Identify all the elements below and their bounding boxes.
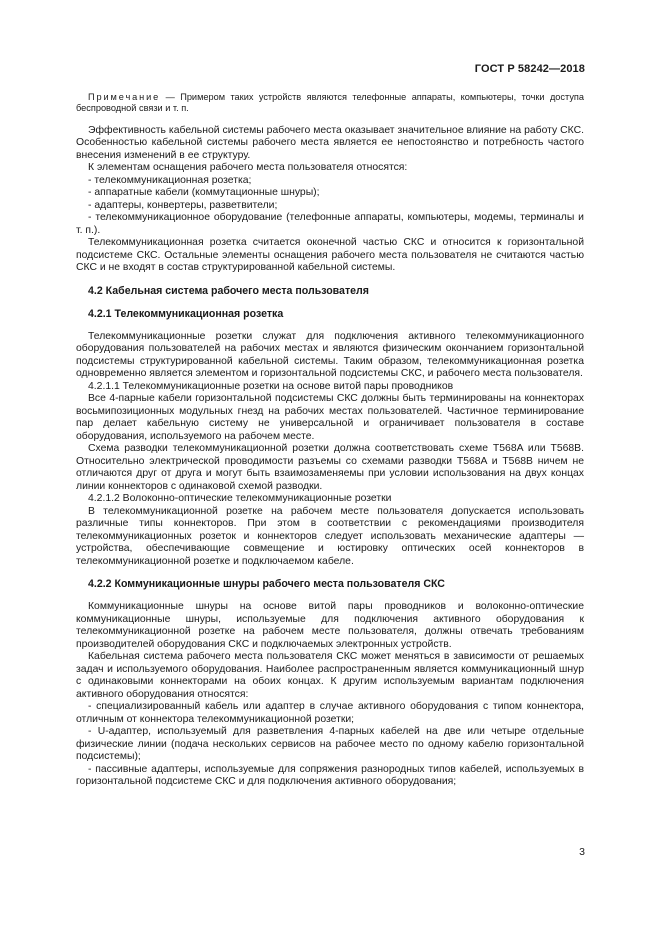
list-item: - аппаратные кабели (коммутационные шнуры);: [88, 187, 320, 199]
list-item: - адаптеры, конвертеры, разветвители;: [88, 199, 278, 211]
subsection-heading: 4.2.1 Телекоммуникационная розетка: [88, 307, 284, 320]
standard-header: ГОСТ Р 58242—2018: [474, 63, 585, 75]
subsection-heading: 4.2.2 Коммуникационные шнуры рабочего места пользователя СКС: [88, 578, 445, 591]
list-item: - телекоммуникационная розетка;: [88, 174, 252, 186]
list-item: - специализированный кабель или адаптер в случае активного оборудования с типом коннектора, отличным от коннектора телекоммуникационной розетки;: [76, 701, 584, 725]
note-label: Примечание: [88, 92, 161, 102]
note-text: — Примером таких устройств являются телефонные аппараты, компьютеры, точки доступа беспроводной связи и т. п.: [76, 92, 584, 114]
paragraph: В телекоммуникационной розетке на рабочем месте пользователя допускается использовать различные типы коннекторов. При этом в соответствии с рекомендациями производителя телекоммуникационных розеток и коннекторов следует использовать механические адаптеры — устройства, обеспечивающие совмещение и юстировку оптических осей коннекторов в телекоммуникационной розетке и подключаемом кабеле.: [76, 505, 584, 567]
page-content: [76, 92, 584, 789]
list-item: - телекоммуникационное оборудование (телефонные аппараты, компьютеры, модемы, терминалы и т. п.).: [76, 212, 584, 236]
note: [76, 92, 584, 115]
paragraph: Кабельная система рабочего места пользователя СКС может меняться в зависимости от решаемых задач и используемого оборудования. Наиболее распространенным является коммуникационный шнур с одинаковыми коннекторами на обоих концах. К другим используемым вариантам подключения активного оборудования относятся:: [76, 651, 584, 700]
paragraph: Телекоммуникационные розетки служат для подключения активного телекоммуникационного оборудования пользователей на рабочих местах и являются физическим окончанием горизонтальной подсистемы структурированной кабельной системы. Таким образом, телекоммуникационная розетка одновременно является элементом и горизонтальной подсистемы СКС, и рабочего места пользователя.: [76, 330, 584, 380]
list-item: - пассивные адаптеры, используемые для сопряжения разнородных типов кабелей, используемых в горизонтальной подсистеме СКС и для подключения активного оборудования;: [76, 763, 584, 788]
paragraph: Телекоммуникационная розетка считается оконечной частью СКС и относится к горизонтальной подсистеме СКС. Остальные элементы оснащения рабочего места пользователя не считаются частью СКС и не входят в состав структурированной кабельной системы.: [76, 237, 584, 274]
subsubsection-heading: 4.2.1.2 Волоконно-оптические телекоммуникационные розетки: [88, 493, 392, 505]
paragraph: Схема разводки телекоммуникационной розетки должна соответствовать схеме T568A или T568B. Относительно электрической проводимости разъемы со схемами разводки T568A и T568B ничем не отличаются друг от друга и могут быть взаимозаменяемы при условии использования на двух концах линии коннекторов с одинаковой схемой разводки.: [76, 443, 584, 492]
paragraph: Эффективность кабельной системы рабочего места оказывает значительное влияние на работу СКС. Особенностью кабельной системы рабочего места является ее непостоянство и потребность частого внесения изменений в ее структуру.: [76, 124, 584, 161]
paragraph: Коммуникационные шнуры на основе витой пары проводников и волоконно-оптические коммуникационные шнуры, используемые для подключения активного оборудования к телекоммуникационной розетке на рабочем месте пользователя, должны отвечать требованиям производителей оборудования СКС и подключаемых электронных устройств.: [76, 601, 584, 650]
section-heading: 4.2 Кабельная система рабочего места пользователя: [88, 284, 369, 297]
page-number: 3: [579, 846, 585, 858]
list-item: - U-адаптер, используемый для разветвления 4-парных кабелей на две или четыре отдельные физические линии (подача нескольких сервисов на рабочее место по одному кабелю горизонтальной подсистемы);: [76, 726, 584, 763]
paragraph: Все 4-парные кабели горизонтальной подсистемы СКС должны быть терминированы на коннекторах восьмипозиционных модульных гнезд на рабочих местах пользователей. Частичное терминирование пар делает кабельную систему не универсальной и ограничивает пользователя в составе оборудования, используемого на рабочем месте.: [76, 393, 584, 442]
subsubsection-heading: 4.2.1.1 Телекоммуникационные розетки на основе витой пары проводников: [88, 380, 454, 392]
paragraph: К элементам оснащения рабочего места пользователя относятся:: [88, 162, 408, 174]
